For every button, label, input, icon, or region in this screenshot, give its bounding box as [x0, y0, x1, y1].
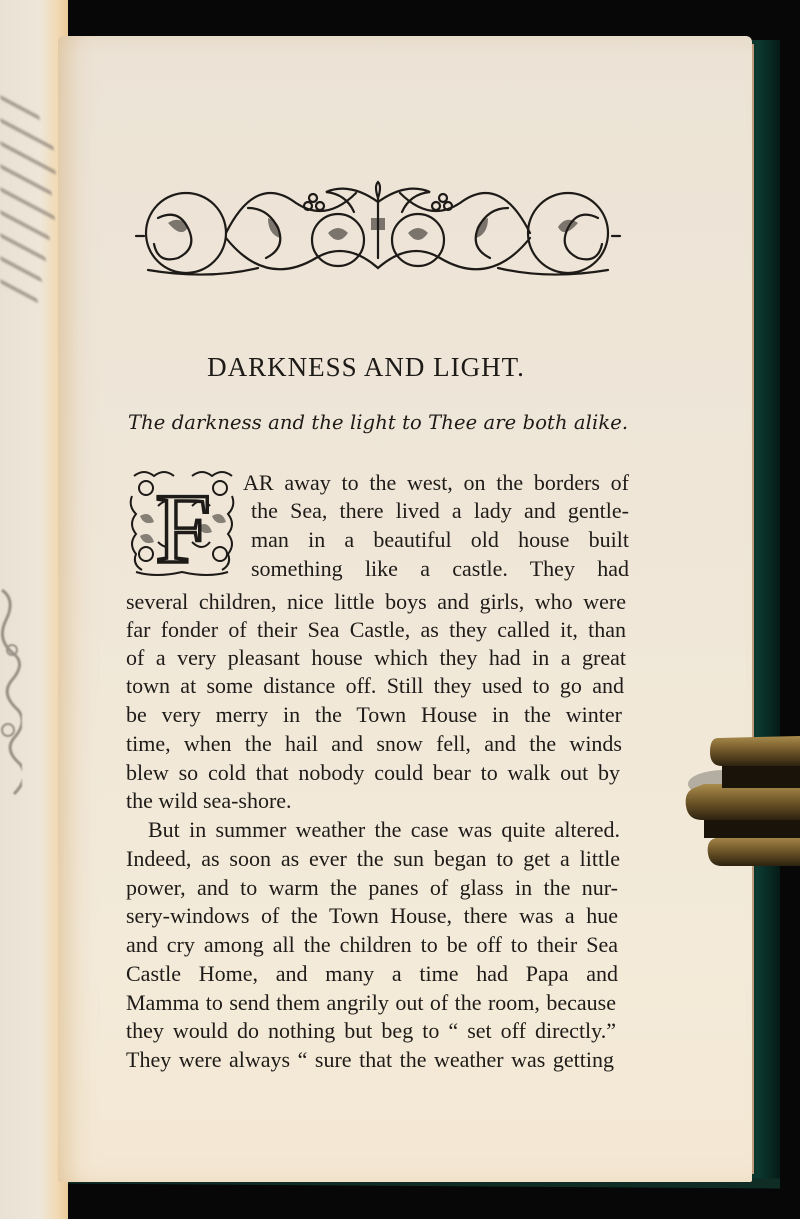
text-line: they would do nothing but beg to “ set off directly.”	[126, 1018, 616, 1043]
text-line: blew so cold that nobody could bear to walk out by	[126, 760, 620, 785]
text-line: time, when the hail and snow fell, and the winds	[126, 731, 622, 756]
epigraph: The darkness and the light to Thee are both alike.	[128, 411, 629, 434]
text-line: be very merry in the Town House in the winter	[126, 702, 622, 727]
text-line: AR away to the west, on the borders of	[243, 470, 629, 495]
text-line: the wild sea-shore.	[126, 788, 292, 813]
text-line: something like a castle. They had	[251, 556, 629, 581]
text-line: Indeed, as soon as ever the sun began to get a little	[126, 846, 620, 871]
svg-text:F: F	[155, 473, 211, 578]
text-line: Mamma to send them angrily out of the room, because	[126, 990, 616, 1015]
text-line: town at some distance off. Still they used to go and	[126, 673, 624, 698]
text-line: They were always “ sure that the weather was getting	[126, 1047, 614, 1072]
text-line: But in summer weather the case was quite altered.	[148, 817, 620, 842]
brass-page-clip-icon	[684, 728, 800, 898]
text-line: Castle Home, and many a time had Papa and	[126, 961, 618, 986]
text-line: power, and to warm the panes of glass in the nur-	[126, 875, 618, 900]
chapter-title: DARKNESS AND LIGHT.	[207, 352, 525, 382]
text-line: and cry among all the children to be off to their Sea	[126, 932, 618, 957]
text-line: man in a beautiful old house built	[251, 527, 629, 552]
text-line: of a very pleasant house which they had in a great	[126, 645, 626, 670]
text-line: several children, nice little boys and girls, who were	[126, 589, 626, 614]
text-line: far fonder of their Sea Castle, as they called it, than	[126, 617, 626, 642]
text-line: the Sea, there lived a lady and gentle-	[251, 498, 629, 523]
text-line: sery-windows of the Town House, there was a hue	[126, 903, 618, 928]
